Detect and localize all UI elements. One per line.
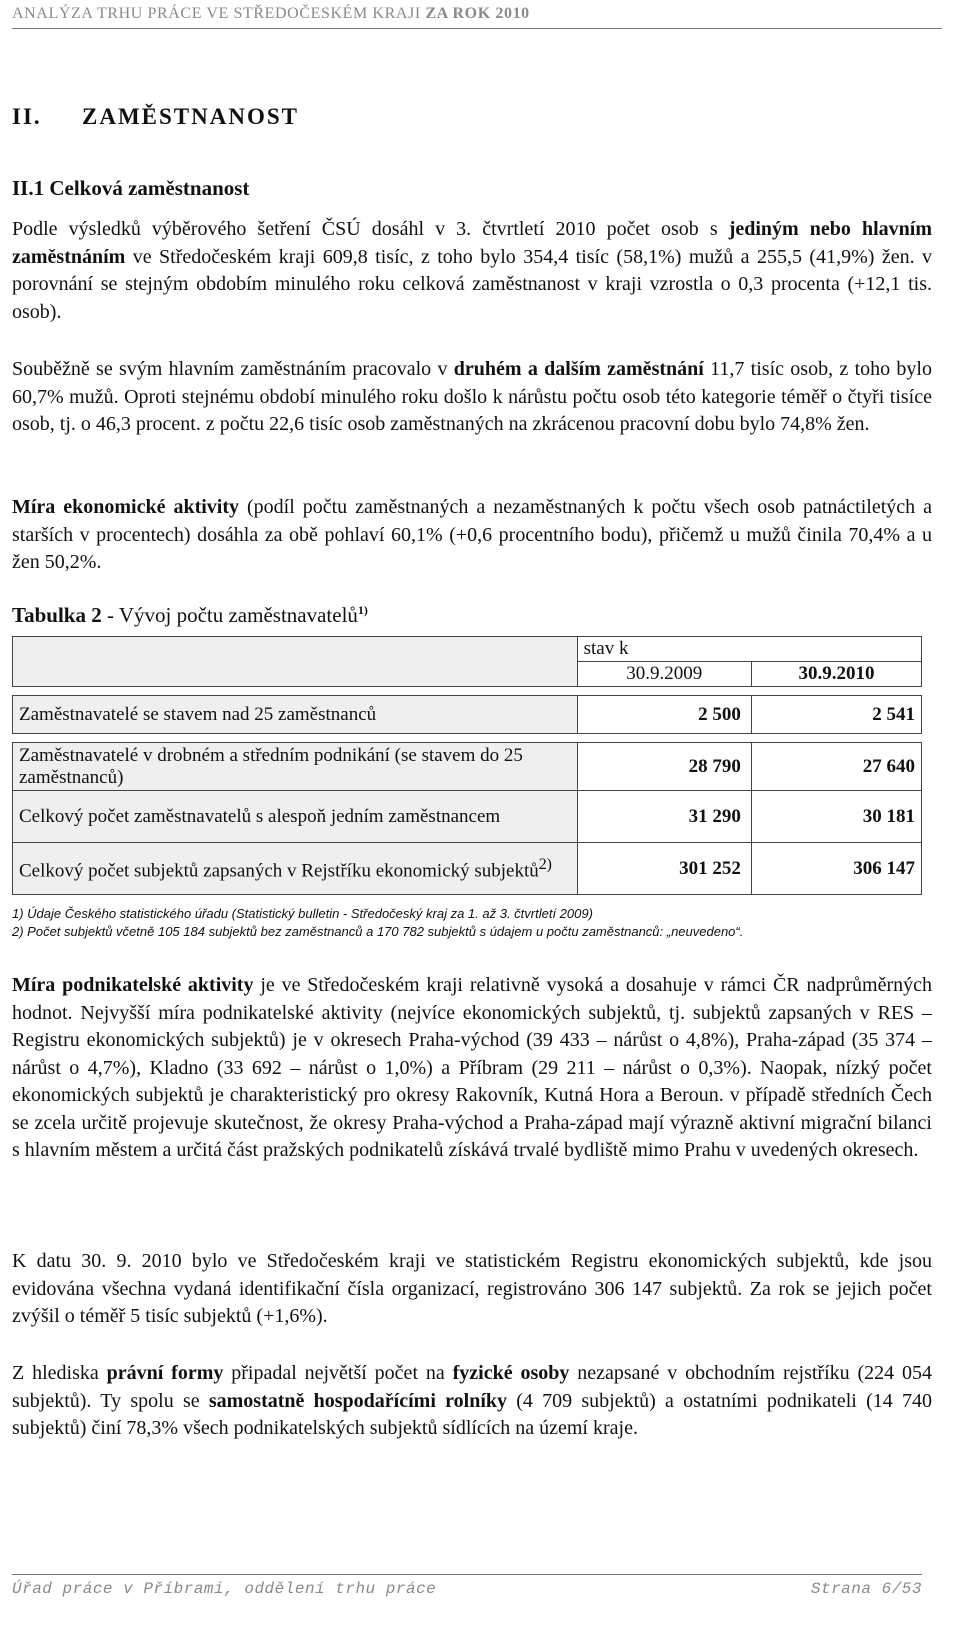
- text-run: Podle výsledků výběrového šetření ČSÚ dosáhl v 3. čtvrtletí 2010 počet osob s: [12, 218, 729, 240]
- text-run: Z hlediska: [12, 1362, 107, 1384]
- table-spacer: [13, 734, 922, 743]
- footer-office: Úřad práce v Příbrami, oddělení trhu práce: [12, 1580, 437, 1598]
- paragraph-employment: [12, 216, 932, 326]
- running-header-main: ANALÝZA TRHU PRÁCE VE STŘEDOČESKÉM KRAJI: [12, 5, 421, 22]
- table-row: [13, 696, 922, 734]
- table-spacer-cell: [13, 734, 922, 743]
- table-spacer: [13, 687, 922, 696]
- text-run: nezapsané v obchodním rejstříku (224 054 subjektů). Ty spolu se: [12, 1362, 933, 1412]
- table-row-label: Zaměstnavatelé v drobném a středním podnikání (se stavem do 25 zaměstnanců): [13, 743, 578, 791]
- paragraph-second-job: [12, 356, 932, 439]
- text-run: (podíl počtu zaměstnaných a nezaměstnaných k počtu všech osob patnáctiletých a starších v procentech) dosáhla za obě pohlaví 60,1% (+0,6 procentního bodu), přičemž u mužů činila 70,4% a u žen 50,2%.: [12, 496, 932, 573]
- text-run: (4 709 subjektů) a ostatními podnikateli (14 740 subjektů) činí 78,3% všech podnikatelských subjektů sídlících na území kraje.: [12, 1389, 932, 1439]
- table-header-row: [13, 637, 922, 662]
- running-footer: [12, 1574, 922, 1601]
- text-run: 11,7 tisíc osob, z toho bylo 60,7% mužů. Oproti stejnému období minulého roku došlo k nárůstu počtu osob této kategorie téměř o čtyři tisíce osob, tj. o 46,3 procent. z počtu 22,6 tisíc osob zaměstnaných na zkrácenou pracovní dobu bylo 74,8% žen.: [12, 358, 932, 435]
- chapter-number: II.: [12, 104, 42, 129]
- employers-table: [12, 636, 922, 895]
- table-cell-2010: 2 541: [751, 696, 921, 734]
- table-cell-2010: 27 640: [751, 743, 921, 791]
- text-run-bold: právní formy: [106, 1362, 224, 1384]
- table-caption-footnote-ref: 1): [357, 603, 368, 617]
- table-row-footnote-ref: 2): [538, 856, 552, 874]
- table-row: [13, 791, 922, 843]
- table-spacer-cell: [13, 687, 922, 696]
- table-row: [13, 743, 922, 791]
- table-cell-2010: 30 181: [751, 791, 921, 843]
- table-row-label: Celkový počet zaměstnavatelů s alespoň jedním zaměstnancem: [13, 791, 578, 843]
- table-cell-2009: 28 790: [577, 743, 751, 791]
- text-run-bold: samostatně hospodařícími rolníky: [208, 1389, 507, 1412]
- table-header-stav: stav k: [577, 637, 921, 662]
- paragraph-economic-activity: [12, 494, 932, 577]
- section-heading: II.1 Celková zaměstnanost: [12, 176, 250, 200]
- table-row-label-text: Celkový počet subjektů zapsaných v Rejstříku ekonomický subjektů: [19, 860, 539, 882]
- table-caption-label: Tabulka 2: [12, 603, 102, 627]
- table-header-empty: [13, 637, 578, 687]
- footer-page-number: Strana 6/53: [810, 1580, 922, 1598]
- text-run-bold: Míra ekonomické aktivity: [12, 496, 240, 518]
- table-row-label: Zaměstnavatelé se stavem nad 25 zaměstnanců: [13, 696, 578, 734]
- footnote-2: 2) Počet subjektů včetně 105 184 subjektů bez zaměstnanců a 170 782 subjektů s údajem u počtu zaměstnanců: „neuvedeno“.: [12, 924, 744, 939]
- text-run-bold: jediným nebo hlavním zaměstnáním: [12, 218, 932, 268]
- running-header-year: ZA ROK 2010: [420, 5, 530, 22]
- table-row-label: [13, 843, 578, 895]
- table-caption: [12, 603, 368, 628]
- table-footnotes: [12, 905, 942, 941]
- text-run: připadal největší počet na: [223, 1362, 453, 1384]
- table-cell-2009: 31 290: [577, 791, 751, 843]
- running-header: [12, 4, 942, 29]
- text-run: Souběžně se svým hlavním zaměstnáním pracovalo v: [12, 358, 454, 380]
- paragraph-legal-form: [12, 1360, 932, 1443]
- table-row: [13, 843, 922, 895]
- footnote-1: 1) Údaje Českého statistického úřadu (Statistický bulletin - Středočeský kraj za 1. až 3. čtvrtletí 2009): [12, 906, 593, 921]
- table-header-2010: 30.9.2010: [751, 662, 921, 687]
- table-cell-2009: 301 252: [577, 843, 751, 895]
- chapter-heading: [12, 104, 299, 130]
- text-run: je ve Středočeském kraji relativně vysoká a dosahuje v rámci ČR nadprůměrných hodnot. Nejvyšší míra podnikatelské aktivity (nejvíce ekonomických subjektů, tj. subjektů zapsaných v RES – Registru ekonomických subjektů) je v okresech Praha-východ (39 433 – nárůst o 4,8%), Praha-západ (35 374 – nárůst o 4,7%), Kladno (33 692 – nárůst o 1,0%) a Příbram (29 211 – nárůst o 0,3%). Naopak, nízký počet ekonomických subjektů je charakteristický pro okresy Rakovník, Kutná Hora a Beroun. v případě středních Čech se zcela určitě projevuje skutečnost, že okresy Praha-východ a Praha-západ mají výrazně aktivní migrační bilanci s hlavním městem a určitá část pražských podnikatelů získává trvalé bydliště mimo Prahu v uvedených okresech.: [12, 974, 932, 1161]
- paragraph-register: K datu 30. 9. 2010 bylo ve Středočeském kraji ve statistickém Registru ekonomických subjektů, kde jsou evidována všechna vydaná identifikační čísla organizací, registrováno 306 147 subjektů. Za rok se jejich počet zvýšil o téměř 5 tisíc subjektů (+1,6%).: [12, 1250, 932, 1327]
- text-run-bold: Míra podnikatelské aktivity: [12, 974, 254, 996]
- table-caption-text: - Vývoj počtu zaměstnavatelů: [101, 603, 358, 627]
- text-run-bold: fyzické osoby: [452, 1362, 570, 1384]
- table-cell-2010: 306 147: [751, 843, 921, 895]
- table-header-2009: 30.9.2009: [577, 662, 751, 687]
- text-run: ve Středočeském kraji 609,8 tisíc, z toho bylo 354,4 tisíc (58,1%) mužů a 255,5 (41,9%) žen. v porovnání se stejným obdobím minulého roku celková zaměstnanost v kraji vzrostla o 0,3 procenta (+12,1 tis. osob).: [12, 245, 932, 323]
- text-run-bold: druhém a dalším zaměstnání: [453, 358, 704, 380]
- paragraph-business-activity: [12, 972, 932, 1165]
- chapter-title: ZAMĚSTNANOST: [82, 104, 299, 129]
- table-cell-2009: 2 500: [577, 696, 751, 734]
